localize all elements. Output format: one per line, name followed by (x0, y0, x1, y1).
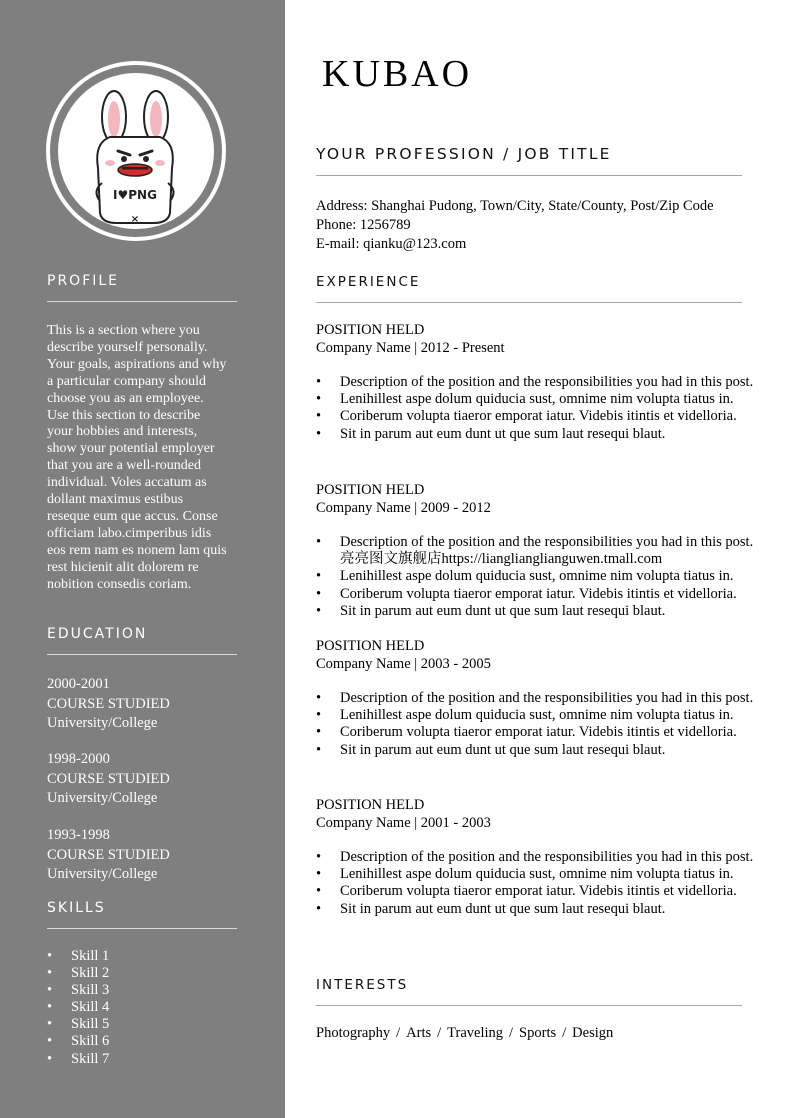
job-bullet: • Description of the position and the responsibilities you had in this post. 亮亮图文旗舰店https://lianglianglianguwen.tmall.com (316, 534, 756, 568)
avatar-badge-text: I♥PNG (113, 188, 157, 202)
profile-text (47, 323, 239, 594)
job-bullet: • Lenihillest aspe dolum quiducia sust, omnime nim volupta tiatus in. (316, 568, 756, 585)
education-course: COURSE STUDIED (47, 770, 170, 787)
job-bullet: • Coriberum volupta tiaeror emporat iatur. Videbis itintis et videlloria. (316, 724, 756, 741)
profile-line: that you are a well-rounded (47, 458, 201, 474)
profile-line: rest hicienit alit dolorem re (47, 559, 199, 575)
interest-item: Arts (406, 1025, 432, 1041)
job-bullet: • Sit in parum aut eum dunt ut que sum laut resequi blaut. (316, 742, 756, 759)
skills-heading: SKILLS (47, 900, 106, 916)
skill-item: • Skill 3 (47, 982, 109, 999)
job-bullet: • Description of the position and the responsibilities you had in this post. (316, 374, 756, 391)
education-entry (47, 826, 170, 885)
education-school: University/College (47, 715, 158, 731)
education-school: University/College (47, 790, 158, 806)
profile-line: Your goals, aspirations and why (47, 356, 227, 372)
education-years: 1998-2000 (47, 751, 110, 767)
sidebar (0, 0, 285, 1118)
profile-line: individual. Voles accatum as (47, 475, 207, 491)
contact-email: E-mail: qianku@123.com (316, 236, 467, 252)
education-entry (47, 675, 170, 734)
job-bullet: • Description of the position and the responsibilities you had in this post. (316, 849, 756, 866)
job-bullet: • Sit in parum aut eum dunt ut que sum laut resequi blaut. (316, 426, 756, 443)
job-bullets (316, 374, 756, 443)
job-company: Company Name | 2001 - 2003 (316, 814, 491, 831)
job-bullets (316, 534, 756, 620)
experience-heading: EXPERIENCE (316, 274, 421, 290)
profile-line: This is a section where you (47, 323, 200, 338)
education-course: COURSE STUDIED (47, 846, 170, 863)
education-course: COURSE STUDIED (47, 695, 170, 712)
interest-item: Traveling (447, 1025, 504, 1041)
job-bullet: • Coriberum volupta tiaeror emporat iatur. Videbis itintis et videlloria. (316, 883, 756, 900)
profile-heading: PROFILE (47, 273, 120, 289)
skill-item: • Skill 1 (47, 948, 109, 965)
education-entry (47, 750, 170, 809)
education-years: 1993-1998 (47, 827, 110, 843)
job-position: POSITION HELD (316, 482, 425, 498)
profile-line: choose you as an employee. (47, 390, 204, 406)
bunny-avatar-icon (58, 73, 214, 229)
skill-item: • Skill 5 (47, 1016, 109, 1033)
job-entry (316, 482, 756, 620)
experience-divider (316, 302, 742, 303)
job-bullet: • Coriberum volupta tiaeror emporat iatur. Videbis itintis et videlloria. (316, 408, 756, 425)
skill-item: • Skill 4 (47, 999, 109, 1016)
profile-line: reseque eum que accus. Conse (47, 508, 218, 524)
job-company: Company Name | 2012 - Present (316, 339, 505, 356)
interest-item: Design (572, 1025, 614, 1041)
education-heading: EDUCATION (47, 626, 148, 642)
profile-line: Use this section to describe (47, 407, 201, 423)
skills-divider (47, 928, 237, 929)
contact-block (316, 197, 714, 254)
interests-heading: INTERESTS (316, 977, 409, 993)
job-bullets (316, 690, 756, 759)
profile-line: eos rem nam es nonem lam quis (47, 542, 227, 558)
skill-item: • Skill 2 (47, 965, 109, 982)
candidate-name: KUBAO (322, 53, 473, 95)
skill-item: • Skill 7 (47, 1051, 109, 1068)
svg-text:×: × (130, 214, 140, 225)
contact-phone: Phone: 1256789 (316, 217, 411, 233)
profile-line: nobition consedis coriam. (47, 576, 192, 592)
job-position: POSITION HELD (316, 322, 425, 338)
profile-line: your hobbies and interests, (47, 424, 198, 440)
interest-item: Photography (316, 1025, 391, 1041)
contact-address: Address: Shanghai Pudong, Town/City, State/County, Post/Zip Code (316, 198, 714, 214)
education-school: University/College (47, 866, 158, 882)
job-bullet: • Description of the position and the responsibilities you had in this post. (316, 690, 756, 707)
job-bullet: • Lenihillest aspe dolum quiducia sust, omnime nim volupta tiatus in. (316, 391, 756, 408)
job-company: Company Name | 2003 - 2005 (316, 655, 491, 672)
education-divider (47, 654, 237, 655)
skill-item: • Skill 6 (47, 1033, 109, 1050)
skills-list (47, 948, 109, 1068)
profile-line: show your potential employer (47, 441, 215, 457)
job-bullet: • Lenihillest aspe dolum quiducia sust, omnime nim volupta tiatus in. (316, 866, 756, 883)
job-bullet: • Sit in parum aut eum dunt ut que sum laut resequi blaut. (316, 901, 756, 918)
profile-line: officiam labo.cimperibus idis (47, 525, 212, 541)
job-entry (316, 797, 756, 918)
education-years: 2000-2001 (47, 676, 110, 692)
profile-line: a particular company should (47, 373, 207, 389)
job-entry (316, 322, 756, 443)
interests-list: Photography / Arts / Traveling / Sports / Design (316, 1025, 614, 1041)
job-position: POSITION HELD (316, 638, 425, 654)
job-entry (316, 638, 756, 759)
profile-line: dollant maximus estibus (47, 492, 184, 508)
profile-line: describe yourself personally. (47, 339, 208, 355)
job-bullet: • Sit in parum aut eum dunt ut que sum laut resequi blaut. (316, 603, 756, 620)
job-bullet: • Lenihillest aspe dolum quiducia sust, omnime nim volupta tiatus in. (316, 707, 756, 724)
interests-divider (316, 1005, 742, 1006)
profile-divider (47, 301, 237, 302)
interest-item: Sports (519, 1025, 557, 1041)
avatar (58, 73, 214, 229)
job-company: Company Name | 2009 - 2012 (316, 499, 491, 516)
title-divider (316, 175, 742, 176)
job-bullets (316, 849, 756, 918)
job-title: YOUR PROFESSION / JOB TITLE (316, 145, 612, 163)
job-position: POSITION HELD (316, 797, 425, 813)
job-bullet: • Coriberum volupta tiaeror emporat iatur. Videbis itintis et videlloria. (316, 586, 756, 603)
